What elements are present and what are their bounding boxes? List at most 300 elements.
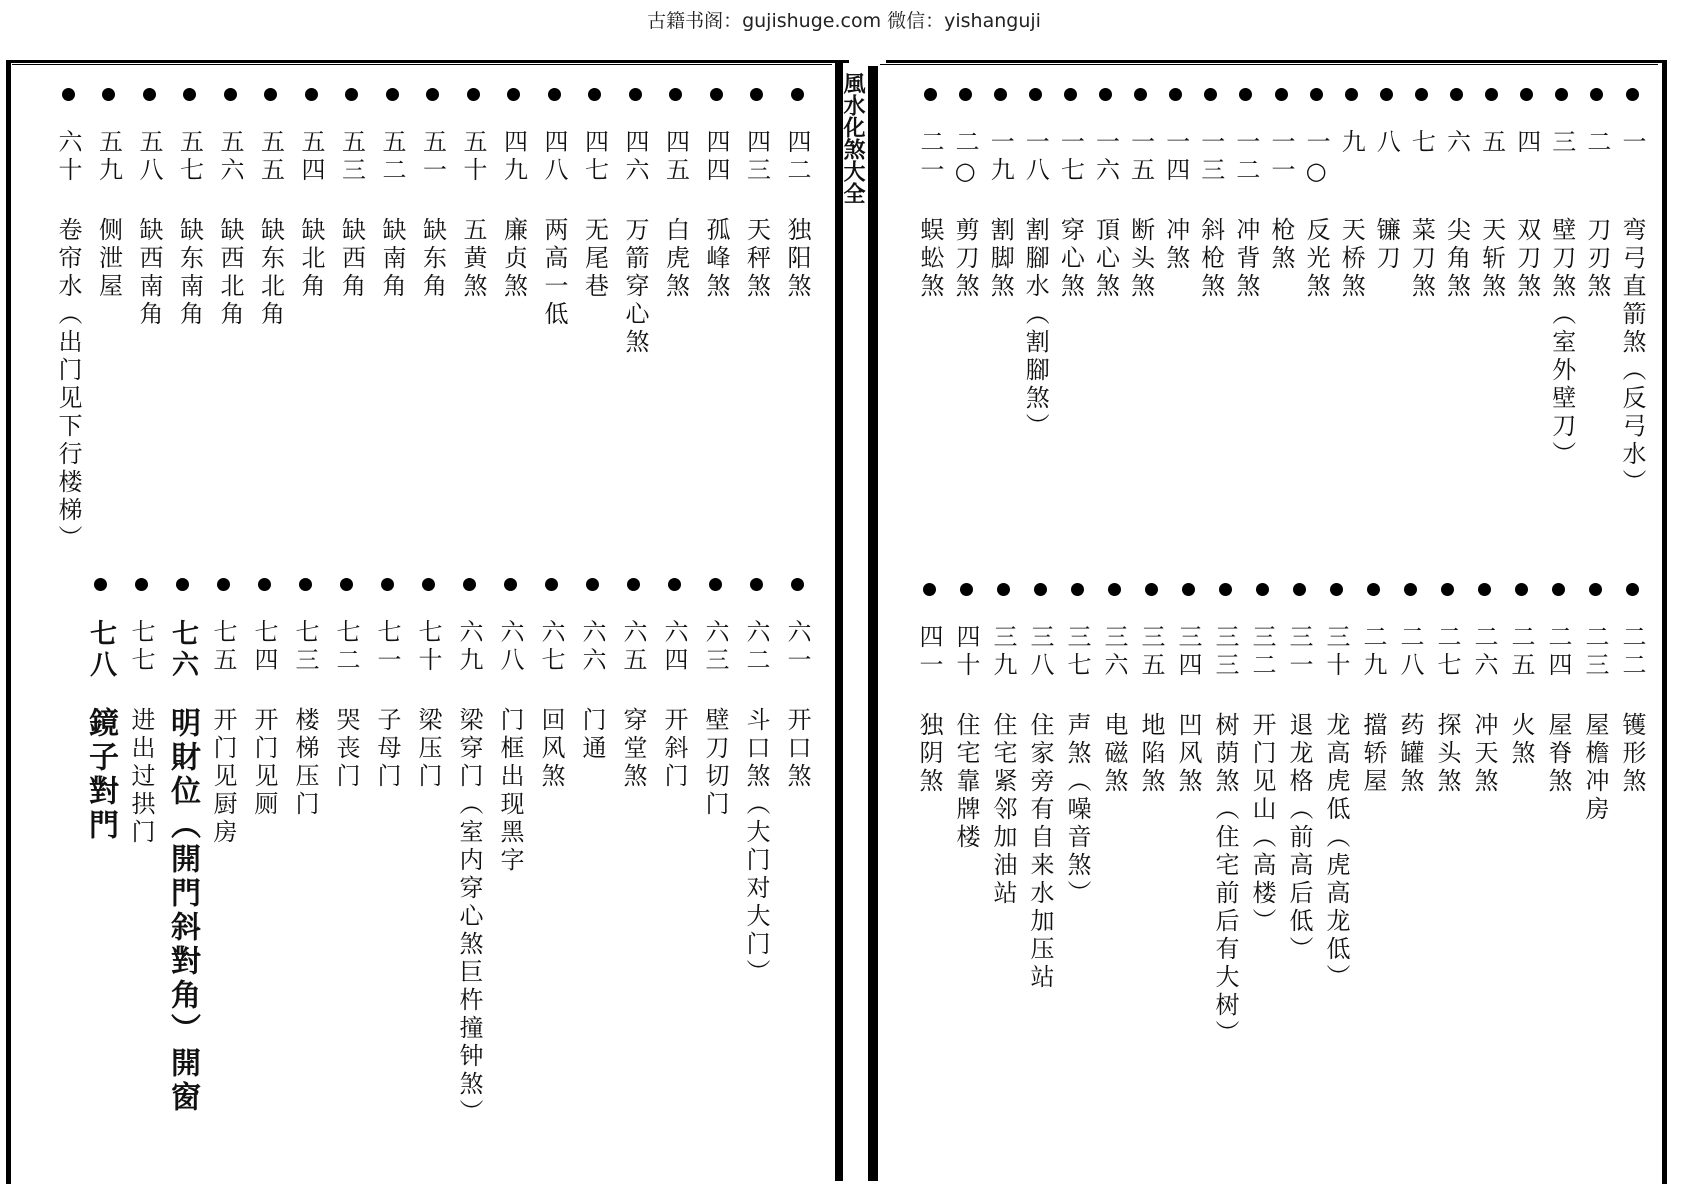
entry-number: 四八 bbox=[540, 129, 568, 185]
list-item bbox=[1356, 583, 1390, 796]
bullet-dot-icon bbox=[1204, 88, 1217, 101]
list-item bbox=[1134, 583, 1168, 796]
list-item bbox=[329, 578, 363, 791]
bullet-dot-icon bbox=[1345, 88, 1358, 101]
bullet-dot-icon bbox=[1219, 583, 1232, 596]
entry-number: 三二 bbox=[1248, 624, 1276, 680]
entry-number: 三九 bbox=[989, 624, 1017, 680]
entry-title: 开口煞 bbox=[783, 707, 811, 791]
entry-number: 三五 bbox=[1137, 624, 1165, 680]
bullet-dot-icon bbox=[135, 578, 148, 591]
entry-title: 割脚煞 bbox=[986, 217, 1015, 301]
bullet-dot-icon bbox=[463, 578, 476, 591]
entry-number: 四九 bbox=[499, 129, 528, 185]
bullet-dot-icon bbox=[709, 578, 722, 591]
entry-title: 頂心煞 bbox=[1091, 217, 1120, 301]
spine-rule-right bbox=[868, 66, 878, 1181]
list-item bbox=[616, 578, 650, 791]
entry-number: 五九 bbox=[94, 129, 123, 185]
list-item bbox=[1018, 88, 1052, 441]
list-item bbox=[1053, 88, 1087, 301]
book-title: 風水化煞大全 bbox=[840, 72, 866, 204]
entry-number: 六五 bbox=[619, 619, 647, 675]
entry-number: 二二 bbox=[1618, 624, 1646, 680]
entry-title: 卷帘水（出门见下行楼梯） bbox=[54, 217, 82, 553]
entry-title: 冲煞 bbox=[1161, 217, 1190, 273]
list-item bbox=[949, 583, 983, 852]
entry-number: 五五 bbox=[256, 129, 285, 185]
entry-number: 九 bbox=[1337, 129, 1366, 157]
bullet-dot-icon bbox=[264, 88, 277, 101]
entry-title: 缺东角 bbox=[418, 217, 447, 301]
entry-number: 三 bbox=[1547, 129, 1576, 157]
bullet-dot-icon bbox=[426, 88, 439, 101]
bullet-dot-icon bbox=[258, 578, 271, 591]
entry-number: 三七 bbox=[1063, 624, 1091, 680]
entry-title: 缺西角 bbox=[337, 217, 366, 301]
list-item bbox=[740, 88, 774, 301]
entry-number: 一四 bbox=[1161, 129, 1190, 185]
entry-title: 斜枪煞 bbox=[1196, 217, 1225, 301]
bullet-dot-icon bbox=[1182, 583, 1195, 596]
bullet-dot-icon bbox=[143, 88, 156, 101]
bullet-dot-icon bbox=[1145, 583, 1158, 596]
list-item bbox=[1023, 583, 1057, 992]
list-item bbox=[254, 88, 288, 329]
list-item bbox=[657, 578, 691, 791]
list-item bbox=[1615, 88, 1649, 497]
entry-number: 二三 bbox=[1581, 624, 1609, 680]
bullet-dot-icon bbox=[1108, 583, 1121, 596]
list-item bbox=[1124, 88, 1158, 301]
bullet-dot-icon bbox=[1589, 583, 1602, 596]
bullet-dot-icon bbox=[959, 88, 972, 101]
bullet-dot-icon bbox=[1555, 88, 1568, 101]
entry-title: 断头煞 bbox=[1126, 217, 1155, 301]
list-item bbox=[739, 578, 773, 987]
entry-title: 天秤煞 bbox=[742, 217, 771, 301]
list-item bbox=[1440, 88, 1474, 301]
list-item bbox=[1089, 88, 1123, 301]
bullet-dot-icon bbox=[1552, 583, 1565, 596]
list-item bbox=[1404, 88, 1438, 301]
list-item bbox=[1578, 583, 1612, 824]
entry-number: 三四 bbox=[1174, 624, 1202, 680]
list-item bbox=[780, 578, 814, 791]
entry-title: 镰刀 bbox=[1372, 217, 1401, 273]
entry-title: 两高一低 bbox=[540, 217, 568, 329]
bullet-dot-icon bbox=[1520, 88, 1533, 101]
entry-number: 三六 bbox=[1100, 624, 1128, 680]
entry-number: 五四 bbox=[297, 129, 325, 185]
list-item bbox=[1319, 583, 1353, 992]
list-item bbox=[1229, 88, 1263, 301]
bullet-dot-icon bbox=[750, 88, 763, 101]
list-item bbox=[1159, 88, 1193, 273]
entry-title: 刀刃煞 bbox=[1582, 217, 1611, 301]
entry-number: 四十 bbox=[952, 624, 980, 680]
entry-title: 回风煞 bbox=[537, 707, 565, 791]
entry-title: 菜刀煞 bbox=[1407, 217, 1436, 301]
entry-title: 五黄煞 bbox=[459, 217, 487, 301]
entry-title: 斗口煞（大门对大门） bbox=[742, 707, 770, 987]
entry-number: 七六 bbox=[167, 619, 198, 681]
entry-title: 孤峰煞 bbox=[702, 217, 730, 301]
entry-title: 擋轿屋 bbox=[1359, 712, 1387, 796]
entry-number: 七 bbox=[1407, 129, 1436, 157]
entry-title: 开斜门 bbox=[660, 707, 688, 791]
entry-number: 一二 bbox=[1231, 129, 1260, 185]
entry-number: 二七 bbox=[1433, 624, 1461, 680]
bullet-dot-icon bbox=[750, 578, 763, 591]
entry-number: 四二 bbox=[783, 129, 811, 185]
entry-title: 子母门 bbox=[373, 707, 401, 791]
entry-title: 枪煞 bbox=[1267, 217, 1295, 273]
entry-number: 一三 bbox=[1196, 129, 1225, 185]
list-item bbox=[578, 88, 612, 301]
entry-number: 二六 bbox=[1470, 624, 1498, 680]
bullet-dot-icon bbox=[1330, 583, 1343, 596]
list-item bbox=[132, 88, 166, 329]
bullet-dot-icon bbox=[305, 88, 318, 101]
bullet-dot-icon bbox=[923, 583, 936, 596]
entry-title: 声煞（噪音煞） bbox=[1063, 712, 1091, 908]
bullet-dot-icon bbox=[960, 583, 973, 596]
list-item bbox=[780, 88, 814, 301]
bullet-dot-icon bbox=[1590, 88, 1603, 101]
bullet-dot-icon bbox=[217, 578, 230, 591]
list-item bbox=[1264, 88, 1298, 273]
entry-number: 三八 bbox=[1026, 624, 1054, 680]
entry-title: 缺西南角 bbox=[135, 217, 163, 329]
entry-number: 六六 bbox=[578, 619, 606, 675]
list-item bbox=[1541, 583, 1575, 796]
entry-title: 缺北角 bbox=[297, 217, 325, 301]
entry-title: 无尾巷 bbox=[580, 217, 609, 301]
bullet-dot-icon bbox=[629, 88, 642, 101]
entry-title: 缺南角 bbox=[378, 217, 406, 301]
entry-title: 廉贞煞 bbox=[499, 217, 528, 301]
entry-number: 六二 bbox=[742, 619, 770, 675]
bullet-dot-icon bbox=[94, 578, 107, 591]
entry-number: 二四 bbox=[1544, 624, 1572, 680]
bullet-dot-icon bbox=[1275, 88, 1288, 101]
entry-title: 哭丧门 bbox=[332, 707, 360, 791]
entry-number: 三三 bbox=[1211, 624, 1239, 680]
bullet-dot-icon bbox=[1404, 583, 1417, 596]
entry-title: 开门见厨房 bbox=[209, 707, 237, 847]
list-item bbox=[1060, 583, 1094, 908]
list-item bbox=[1467, 583, 1501, 796]
bullet-dot-icon bbox=[924, 88, 937, 101]
entry-title: 缺东南角 bbox=[175, 217, 204, 329]
bullet-dot-icon bbox=[1485, 88, 1498, 101]
page-rule-right bbox=[880, 64, 1658, 65]
list-item bbox=[497, 88, 531, 301]
entry-title: 火煞 bbox=[1507, 712, 1535, 768]
list-item bbox=[699, 88, 733, 301]
bullet-dot-icon bbox=[340, 578, 353, 591]
entry-number: 四六 bbox=[621, 129, 649, 185]
list-item bbox=[1299, 88, 1333, 301]
entry-number: 四三 bbox=[742, 129, 771, 185]
bullet-dot-icon bbox=[1415, 88, 1428, 101]
entry-title: 天斩煞 bbox=[1477, 217, 1506, 301]
list-item bbox=[92, 88, 126, 301]
entry-number: 六一 bbox=[783, 619, 811, 675]
bullet-dot-icon bbox=[1450, 88, 1463, 101]
list-item bbox=[1245, 583, 1279, 936]
entry-title: 壁刀切门 bbox=[701, 707, 729, 819]
entry-number: 二九 bbox=[1359, 624, 1387, 680]
entry-number: 二八 bbox=[1396, 624, 1424, 680]
bullet-dot-icon bbox=[183, 88, 196, 101]
entry-title: 侧泄屋 bbox=[94, 217, 123, 301]
bullet-dot-icon bbox=[224, 88, 237, 101]
bullet-dot-icon bbox=[627, 578, 640, 591]
entry-title: 穿心煞 bbox=[1056, 217, 1085, 301]
list-item bbox=[659, 88, 693, 301]
entry-title: 割腳水（割腳煞） bbox=[1021, 217, 1050, 441]
entry-number: 二一 bbox=[916, 129, 944, 185]
list-item bbox=[1545, 88, 1579, 469]
entry-title: 尖角煞 bbox=[1442, 217, 1471, 301]
bullet-dot-icon bbox=[1256, 583, 1269, 596]
bullet-dot-icon bbox=[1034, 583, 1047, 596]
bullet-dot-icon bbox=[1441, 583, 1454, 596]
bullet-dot-icon bbox=[1515, 583, 1528, 596]
list-item bbox=[913, 88, 947, 301]
entry-title: 楼梯压门 bbox=[291, 707, 319, 819]
entry-title: 壁刀煞（室外壁刀） bbox=[1547, 217, 1576, 469]
entry-title: 蜈蚣煞 bbox=[916, 217, 944, 301]
list-item bbox=[493, 578, 527, 875]
entry-number: 七一 bbox=[373, 619, 401, 675]
bullet-dot-icon bbox=[710, 88, 723, 101]
entry-number: 五六 bbox=[216, 129, 244, 185]
list-item bbox=[1369, 88, 1403, 273]
list-item bbox=[416, 88, 450, 301]
bullet-dot-icon bbox=[504, 578, 517, 591]
entry-title: 屋檐冲房 bbox=[1581, 712, 1609, 824]
entry-number: 三一 bbox=[1285, 624, 1313, 680]
list-item bbox=[1510, 88, 1544, 301]
entry-number: 四一 bbox=[915, 624, 943, 680]
entry-title: 开门见厕 bbox=[250, 707, 278, 819]
bullet-dot-icon bbox=[507, 88, 520, 101]
list-item bbox=[1208, 583, 1242, 1048]
bullet-dot-icon bbox=[467, 88, 480, 101]
entry-title: 剪刀煞 bbox=[951, 217, 980, 301]
bullet-dot-icon bbox=[386, 88, 399, 101]
entry-number: 六七 bbox=[537, 619, 565, 675]
entry-number: 六十 bbox=[54, 129, 82, 185]
list-item bbox=[375, 88, 409, 301]
entry-number: 七八 bbox=[85, 619, 116, 681]
entry-title: 退龙格（前高后低） bbox=[1285, 712, 1313, 964]
bullet-dot-icon bbox=[791, 88, 804, 101]
entry-number: 四 bbox=[1512, 129, 1541, 157]
entry-title: 冲背煞 bbox=[1231, 217, 1260, 301]
list-item bbox=[1475, 88, 1509, 301]
bullet-dot-icon bbox=[299, 578, 312, 591]
list-item bbox=[1504, 583, 1538, 768]
entry-title: 树荫煞（住宅前后有大树） bbox=[1211, 712, 1239, 1048]
list-item bbox=[575, 578, 609, 763]
bullet-dot-icon bbox=[669, 88, 682, 101]
list-item bbox=[247, 578, 281, 819]
entry-title: 梁压门 bbox=[414, 707, 442, 791]
entry-number: 三十 bbox=[1322, 624, 1350, 680]
entry-title: 独阴煞 bbox=[915, 712, 943, 796]
list-item bbox=[1430, 583, 1464, 796]
bullet-dot-icon bbox=[994, 88, 1007, 101]
entry-number: 五七 bbox=[175, 129, 204, 185]
list-item bbox=[986, 583, 1020, 908]
bullet-dot-icon bbox=[1099, 88, 1112, 101]
entry-number: 一五 bbox=[1126, 129, 1155, 185]
entry-number: 一 bbox=[1618, 129, 1646, 157]
entry-number: 六九 bbox=[455, 619, 483, 675]
entry-number: 五一 bbox=[418, 129, 447, 185]
entry-title: 明財位（開門斜對角）開窗 bbox=[165, 707, 200, 1115]
entry-number: 一○ bbox=[1302, 129, 1331, 189]
list-item bbox=[294, 88, 328, 301]
entry-title: 探头煞 bbox=[1433, 712, 1461, 796]
bullet-dot-icon bbox=[62, 88, 75, 101]
entry-number: 五八 bbox=[135, 129, 163, 185]
bullet-dot-icon bbox=[1380, 88, 1393, 101]
bullet-dot-icon bbox=[1239, 88, 1252, 101]
list-item bbox=[165, 578, 199, 1115]
entry-title: 屋脊煞 bbox=[1544, 712, 1572, 796]
entry-number: 六四 bbox=[660, 619, 688, 675]
entry-title: 电磁煞 bbox=[1100, 712, 1128, 796]
list-item bbox=[1282, 583, 1316, 964]
entry-title: 凹风煞 bbox=[1174, 712, 1202, 796]
entry-number: 五十 bbox=[459, 129, 487, 185]
bullet-dot-icon bbox=[176, 578, 189, 591]
list-item bbox=[335, 88, 369, 301]
entry-number: 二五 bbox=[1507, 624, 1535, 680]
entry-title: 反光煞 bbox=[1302, 217, 1331, 301]
entry-number: 四五 bbox=[661, 129, 690, 185]
entry-title: 双刀煞 bbox=[1512, 217, 1541, 301]
spine-rule-left bbox=[835, 60, 843, 1181]
list-item bbox=[1194, 88, 1228, 301]
entry-title: 穿堂煞 bbox=[619, 707, 647, 791]
entry-title: 万箭穿心煞 bbox=[621, 217, 649, 357]
bullet-dot-icon bbox=[1029, 88, 1042, 101]
entry-title: 梁穿门（室内穿心煞巨杵撞钟煞） bbox=[455, 707, 483, 1127]
bullet-dot-icon bbox=[1626, 583, 1639, 596]
bullet-dot-icon bbox=[1134, 88, 1147, 101]
entry-title: 白虎煞 bbox=[661, 217, 690, 301]
bullet-dot-icon bbox=[1064, 88, 1077, 101]
entry-title: 镬形煞 bbox=[1618, 712, 1646, 796]
bullet-dot-icon bbox=[1310, 88, 1323, 101]
list-item bbox=[370, 578, 404, 791]
entry-number: 五 bbox=[1477, 129, 1506, 157]
entry-title: 开门见山（高楼） bbox=[1248, 712, 1276, 936]
list-item bbox=[124, 578, 158, 847]
list-item bbox=[1171, 583, 1205, 796]
entry-number: 二 bbox=[1582, 129, 1611, 157]
entry-title: 缺东北角 bbox=[256, 217, 285, 329]
list-item bbox=[206, 578, 240, 847]
bullet-dot-icon bbox=[668, 578, 681, 591]
list-item bbox=[983, 88, 1017, 301]
bullet-dot-icon bbox=[1071, 583, 1084, 596]
entry-title: 进出过拱门 bbox=[127, 707, 155, 847]
bullet-dot-icon bbox=[381, 578, 394, 591]
entry-number: 二○ bbox=[951, 129, 980, 189]
entry-title: 住宅紧邻加油站 bbox=[989, 712, 1017, 908]
bullet-dot-icon bbox=[1169, 88, 1182, 101]
entry-title: 药罐煞 bbox=[1396, 712, 1424, 796]
bullet-dot-icon bbox=[1478, 583, 1491, 596]
list-item bbox=[537, 88, 571, 329]
bullet-dot-icon bbox=[345, 88, 358, 101]
entry-title: 鏡子對門 bbox=[83, 707, 118, 843]
entry-number: 一一 bbox=[1267, 129, 1295, 185]
entry-number: 一九 bbox=[986, 129, 1015, 185]
entry-title: 天桥煞 bbox=[1337, 217, 1366, 301]
bullet-dot-icon bbox=[997, 583, 1010, 596]
bullet-dot-icon bbox=[545, 578, 558, 591]
list-item bbox=[83, 578, 117, 843]
bullet-dot-icon bbox=[422, 578, 435, 591]
watermark-text: 古籍书阁：gujishuge.com 微信：yishanguji bbox=[647, 10, 1041, 32]
list-item bbox=[213, 88, 247, 329]
list-item bbox=[1615, 583, 1649, 796]
entry-title: 龙高虎低（虎高龙低） bbox=[1322, 712, 1350, 992]
entry-number: 八 bbox=[1372, 129, 1401, 157]
entry-number: 六 bbox=[1442, 129, 1471, 157]
entry-number: 一八 bbox=[1021, 129, 1050, 185]
list-item bbox=[1580, 88, 1614, 301]
list-item bbox=[618, 88, 652, 357]
entry-title: 住家旁有自来水加压站 bbox=[1026, 712, 1054, 992]
list-item bbox=[51, 88, 85, 553]
list-item bbox=[456, 88, 490, 301]
entry-title: 冲天煞 bbox=[1470, 712, 1498, 796]
entry-title: 独阳煞 bbox=[783, 217, 811, 301]
list-item bbox=[1097, 583, 1131, 796]
entry-number: 七二 bbox=[332, 619, 360, 675]
entry-title: 地陷煞 bbox=[1137, 712, 1165, 796]
entry-title: 门通 bbox=[578, 707, 606, 763]
entry-number: 七三 bbox=[291, 619, 319, 675]
bullet-dot-icon bbox=[1293, 583, 1306, 596]
entry-number: 一七 bbox=[1056, 129, 1085, 185]
bullet-dot-icon bbox=[588, 88, 601, 101]
list-item bbox=[1393, 583, 1427, 796]
list-item bbox=[698, 578, 732, 819]
entry-number: 五三 bbox=[337, 129, 366, 185]
entry-number: 一六 bbox=[1091, 129, 1120, 185]
entry-number: 七五 bbox=[209, 619, 237, 675]
list-item bbox=[912, 583, 946, 796]
entry-title: 缺西北角 bbox=[216, 217, 244, 329]
list-item bbox=[534, 578, 568, 791]
list-item bbox=[411, 578, 445, 791]
list-item bbox=[1334, 88, 1368, 301]
entry-number: 四七 bbox=[580, 129, 609, 185]
entry-title: 弯弓直箭煞（反弓水） bbox=[1618, 217, 1646, 497]
bullet-dot-icon bbox=[102, 88, 115, 101]
page-rule-left bbox=[12, 64, 832, 65]
